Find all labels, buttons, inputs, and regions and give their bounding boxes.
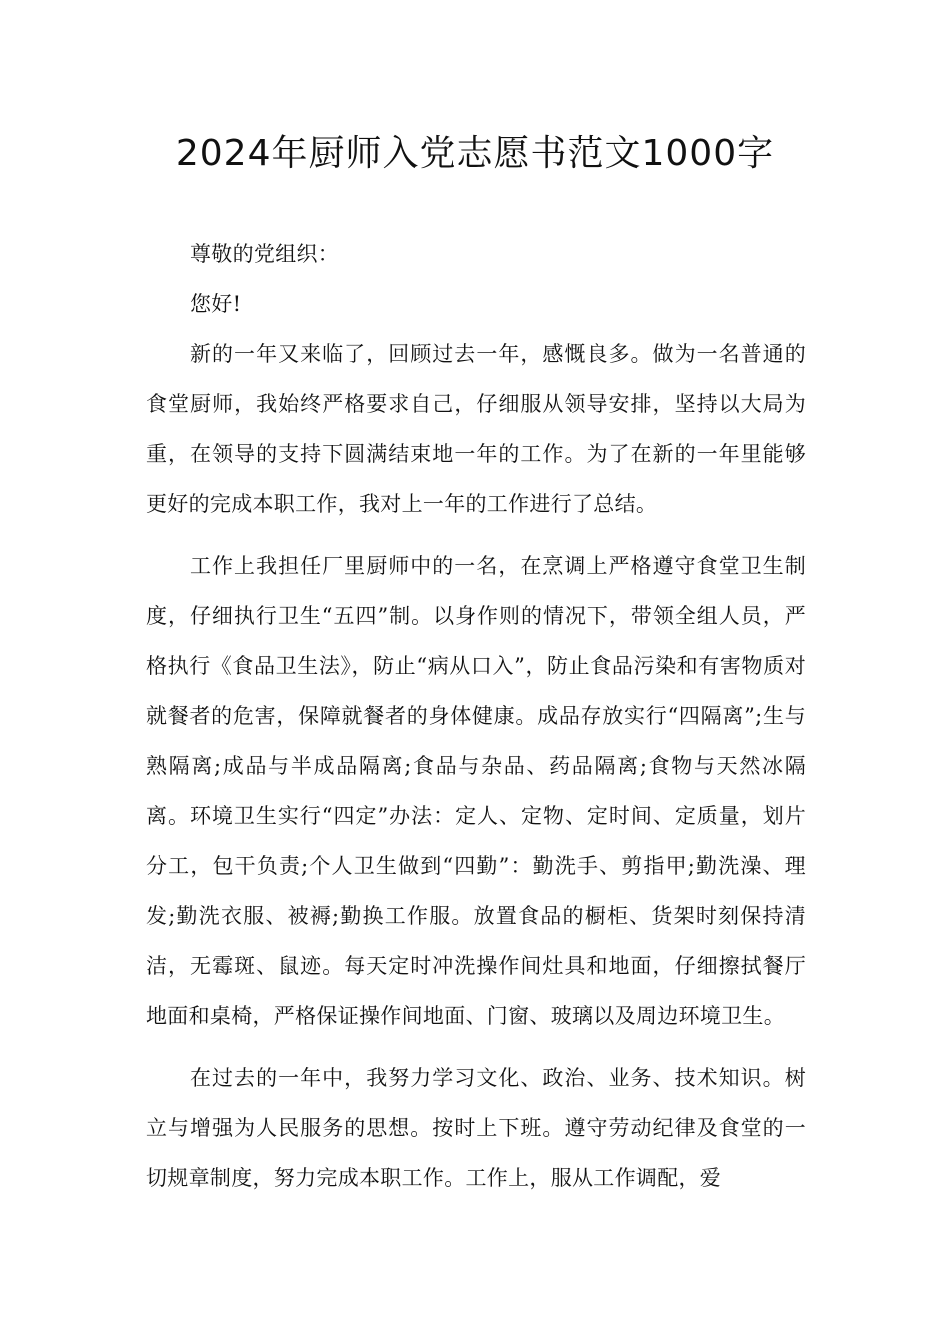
- salutation: 尊敬的党组织：: [190, 242, 340, 266]
- paragraph-2: 工作上我担任厂里厨师中的一名，在烹调上严格遵守食堂卫生制度，仔细执行卫生“五四”制。以身作则的情况下，带领全组人员，严格执行《食品卫生法》，防止“病从口入”，防止食品污染和有害物质对就餐者的危害，保障就餐者的身体健康。成品存放实行“四隔离”;生与熟隔离;成品与半成品隔离;食品与杂品、药品隔离;食物与天然冰隔离。环境卫生实行“四定”办法：定人、定物、定时间、定质量，划片分工，包干负责;个人卫生做到“四勤”：勤洗手、剪指甲;勤洗澡、理发;勤洗衣服、被褥;勤换工作服。放置食品的橱柜、货架时刻保持清洁，无霉斑、鼠迹。每天定时冲洗操作间灶具和地面，仔细擦拭餐厅地面和桌椅，严格保证操作间地面、门窗、玻璃以及周边环境卫生。: [146, 554, 806, 1028]
- greeting: 您好!: [190, 292, 242, 316]
- paragraph-1: 新的一年又来临了，回顾过去一年，感慨良多。做为一名普通的食堂厨师，我始终严格要求自己，仔细服从领导安排，坚持以大局为重，在领导的支持下圆满结束地一年的工作。为了在新的一年里能够更好的完成本职工作，我对上一年的工作进行了总结。: [146, 342, 806, 516]
- document-body: [146, 229, 806, 1215]
- document-title: 2024年厨师入党志愿书范文1000字: [175, 133, 775, 174]
- paragraph-3: 在过去的一年中，我努力学习文化、政治、业务、技术知识。树立与增强为人民服务的思想。按时上下班。遵守劳动纪律及食堂的一切规章制度，努力完成本职工作。工作上，服从工作调配，爱: [146, 1066, 806, 1190]
